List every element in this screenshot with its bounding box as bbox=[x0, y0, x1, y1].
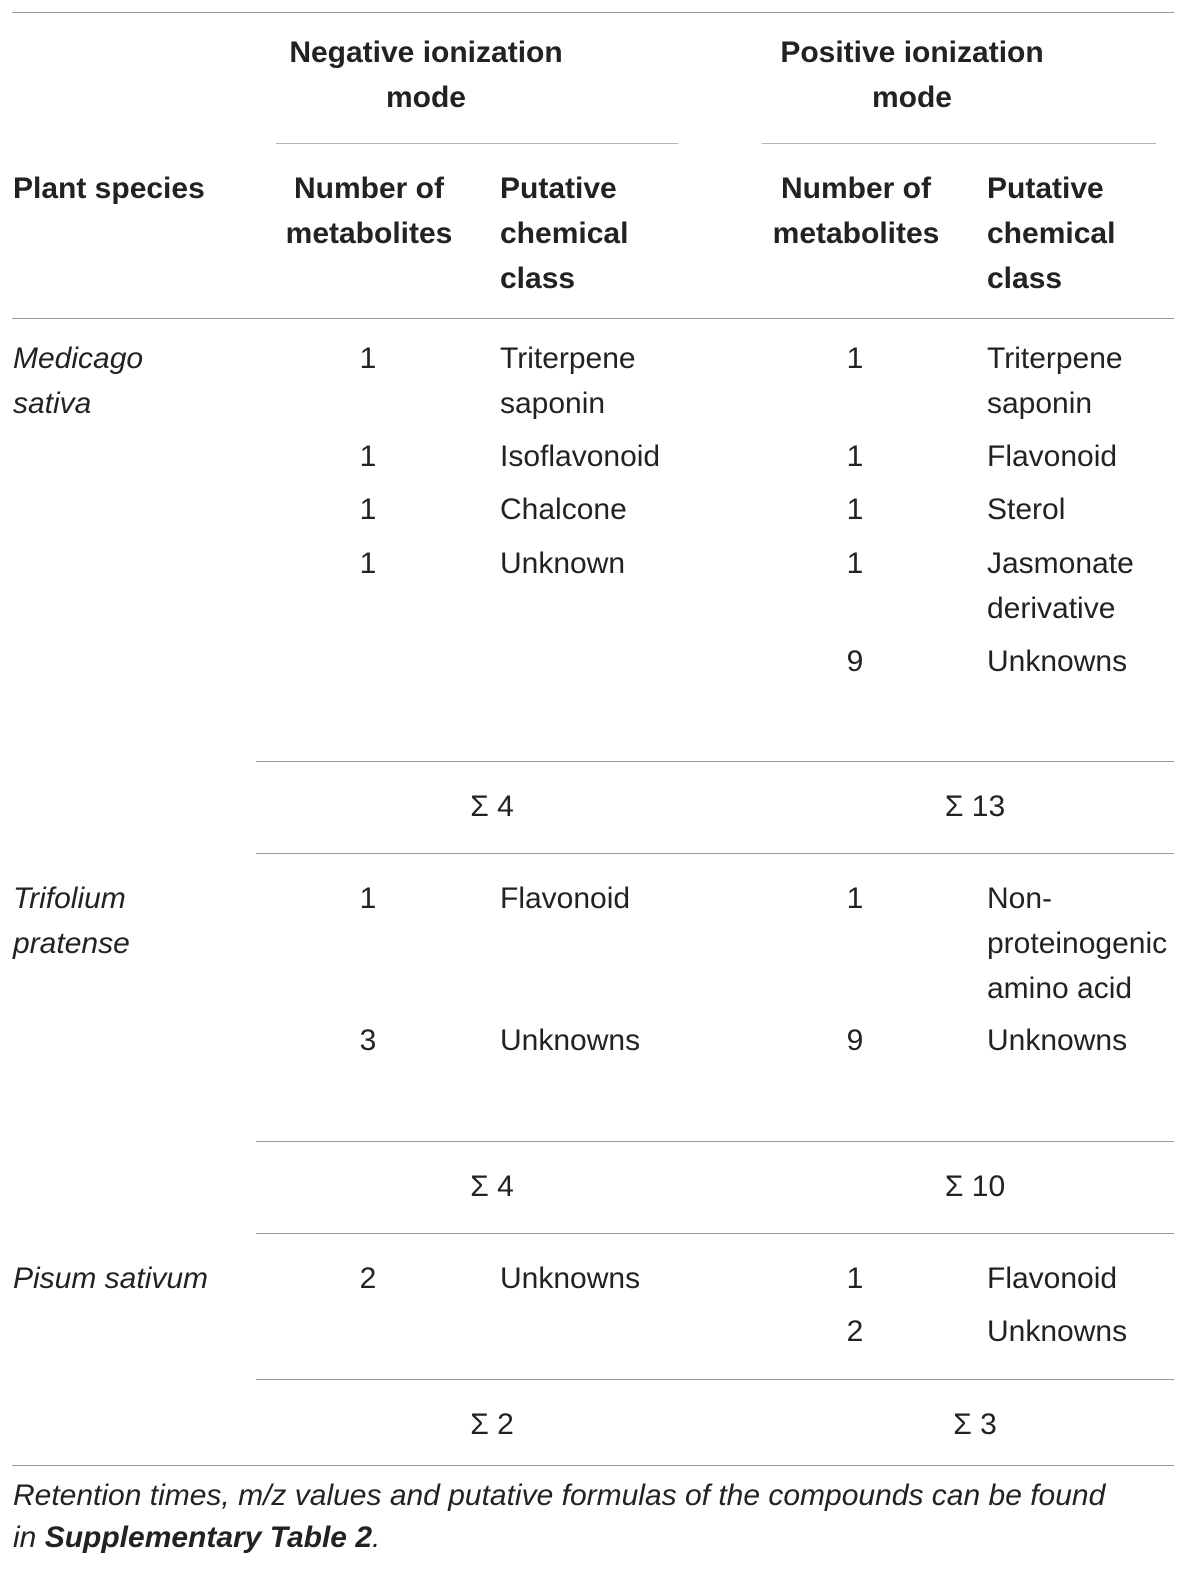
table-cell-pos-count: 1 bbox=[846, 1262, 864, 1295]
table-cell-pos-count: 1 bbox=[846, 882, 864, 915]
table-cell-pos-count: 1 bbox=[846, 440, 864, 473]
table-cell-neg-count: 1 bbox=[359, 493, 377, 526]
table-cell-neg-count: 1 bbox=[359, 882, 377, 915]
table-cell-pos-class: Unknowns bbox=[987, 645, 1128, 678]
table-cell-neg-class: Isoflavonoid bbox=[500, 440, 661, 473]
negative-mode-heading: Negative ionization mode bbox=[289, 36, 563, 114]
footnote-line-1: Retention times, m/z values and putative formulas of the compounds can be found bbox=[13, 1479, 1106, 1512]
group2-sum-bottom-rule bbox=[256, 1233, 1174, 1234]
negative-sum: Σ 4 bbox=[470, 1170, 514, 1203]
table-top-rule bbox=[12, 12, 1174, 13]
table-cell-pos-class: Jasmonate derivative bbox=[987, 547, 1134, 625]
table-cell-pos-class: Flavonoid bbox=[987, 1262, 1118, 1295]
table-cell-pos-count: 9 bbox=[846, 645, 864, 678]
table-cell-pos-count: 1 bbox=[846, 493, 864, 526]
header-bottom-rule bbox=[12, 318, 1174, 319]
table-cell-pos-count: 9 bbox=[846, 1024, 864, 1057]
positive-mode-underline bbox=[762, 143, 1156, 144]
table-cell-pos-class: Unknowns bbox=[987, 1315, 1128, 1348]
table-footnote bbox=[13, 1475, 1105, 1559]
positive-class-heading: Putative chemical class bbox=[987, 172, 1116, 295]
negative-sum: Σ 2 bbox=[470, 1408, 514, 1441]
table-cell-pos-count: 1 bbox=[846, 342, 864, 375]
positive-sum: Σ 3 bbox=[953, 1408, 997, 1441]
positive-sum: Σ 13 bbox=[944, 790, 1006, 823]
table-cell-neg-count: 2 bbox=[359, 1262, 377, 1295]
negative-sum: Σ 4 bbox=[470, 790, 514, 823]
group1-sum-bottom-rule bbox=[256, 853, 1174, 854]
group2-sum-top-rule bbox=[256, 1141, 1174, 1142]
negative-mode-underline bbox=[276, 143, 678, 144]
table-cell-neg-class: Flavonoid bbox=[500, 882, 631, 915]
table-cell-pos-class: Triterpene saponin bbox=[987, 342, 1123, 420]
table-cell-pos-class: Non- proteinogenic amino acid bbox=[987, 882, 1168, 1005]
table-cell-pos-class: Unknowns bbox=[987, 1024, 1128, 1057]
table-cell-pos-count: 1 bbox=[846, 547, 864, 580]
table-cell-pos-count: 2 bbox=[846, 1315, 864, 1348]
table-cell-neg-class: Chalcone bbox=[500, 493, 627, 526]
table-cell-neg-count: 1 bbox=[359, 440, 377, 473]
negative-number-heading: Number of metabolites bbox=[285, 172, 453, 250]
table-cell-pos-class: Sterol bbox=[987, 493, 1066, 526]
footnote-line-2: in Supplementary Table 2. bbox=[13, 1521, 381, 1554]
table-cell-pos-class: Flavonoid bbox=[987, 440, 1118, 473]
table-cell-neg-class: Unknown bbox=[500, 547, 626, 580]
positive-sum: Σ 10 bbox=[944, 1170, 1006, 1203]
table-cell-neg-class: Unknowns bbox=[500, 1024, 641, 1057]
species-medicago-sativa: Medicago sativa bbox=[13, 342, 144, 420]
negative-class-heading: Putative chemical class bbox=[500, 172, 629, 295]
species-pisum-sativum: Pisum sativum bbox=[13, 1262, 209, 1295]
table-cell-neg-class: Unknowns bbox=[500, 1262, 641, 1295]
table-cell-neg-count: 1 bbox=[359, 342, 377, 375]
table-bottom-rule bbox=[12, 1465, 1174, 1466]
table-cell-neg-count: 1 bbox=[359, 547, 377, 580]
table-cell-neg-class: Triterpene saponin bbox=[500, 342, 636, 420]
positive-mode-heading: Positive ionization mode bbox=[780, 36, 1044, 114]
group1-sum-top-rule bbox=[256, 761, 1174, 762]
group3-sum-top-rule bbox=[256, 1379, 1174, 1380]
supplementary-table-link[interactable]: Supplementary Table 2 bbox=[44, 1521, 373, 1554]
plant-species-heading: Plant species bbox=[13, 172, 205, 205]
positive-number-heading: Number of metabolites bbox=[772, 172, 940, 250]
table-cell-neg-count: 3 bbox=[359, 1024, 377, 1057]
species-trifolium-pratense: Trifolium pratense bbox=[13, 882, 130, 960]
